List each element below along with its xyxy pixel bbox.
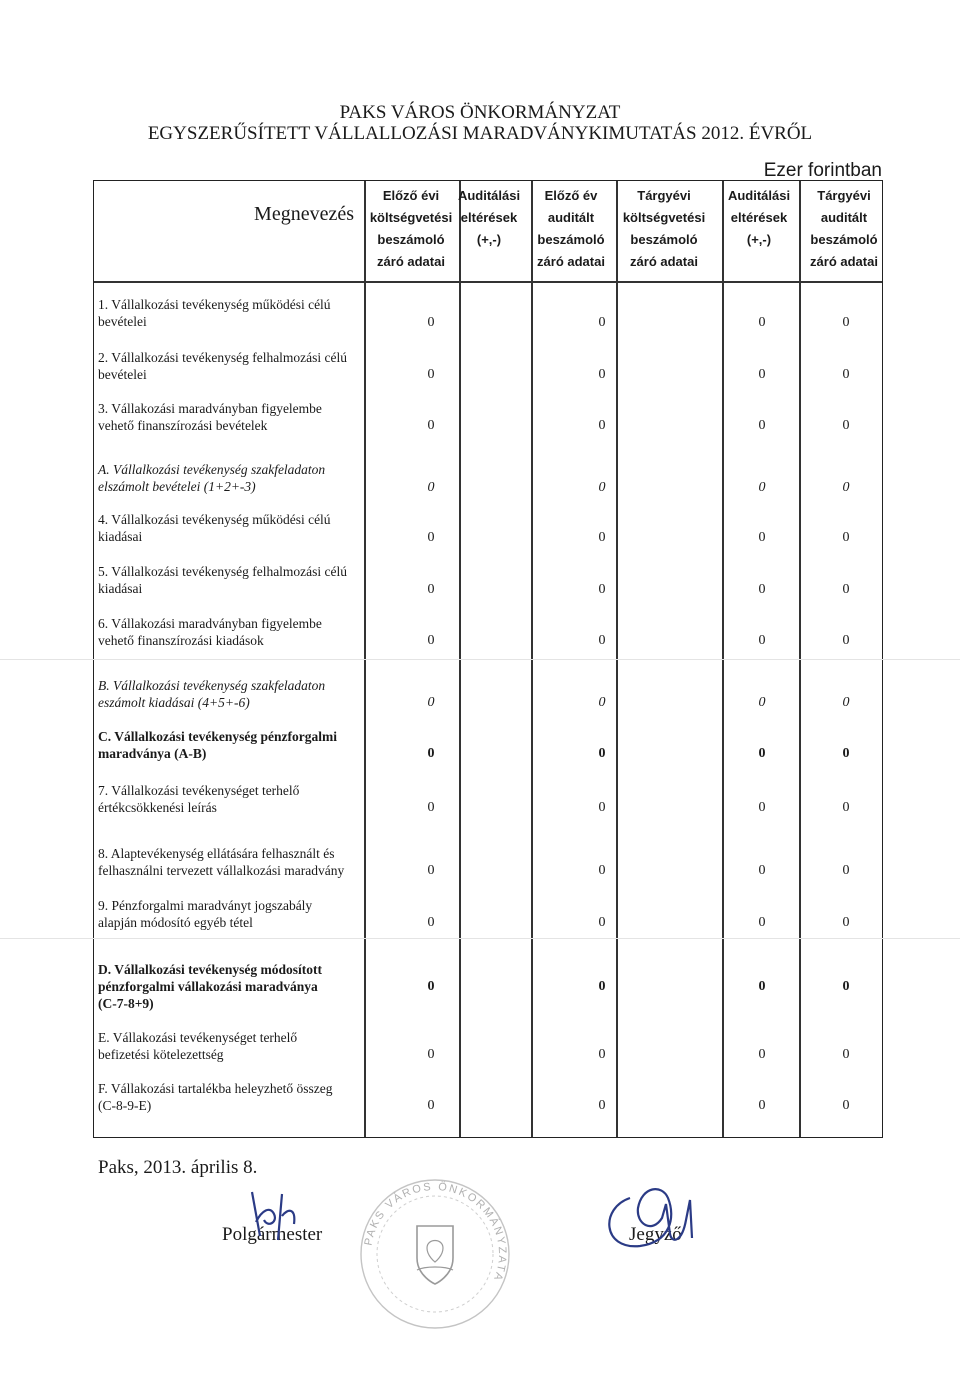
row-value: 0 (758, 1047, 766, 1062)
row-label-line: 9. Pénzforgalmi maradványt jogszabály (98, 898, 313, 913)
row-value: 0 (427, 800, 435, 815)
column-header-line: beszámoló (537, 232, 605, 247)
row-value: 0 (427, 695, 435, 710)
row-value: 0 (842, 746, 850, 761)
row-value: 0 (758, 695, 766, 710)
row-value: 0 (758, 418, 766, 433)
column-header-line: Tárgyévi (817, 188, 871, 203)
row-value: 0 (427, 746, 435, 761)
row-label-line: 6. Vállakozási maradványban figyelembe (98, 616, 322, 631)
notary-title: Jegyző (629, 1224, 682, 1245)
row-value: 0 (598, 582, 606, 597)
svg-text:PAKS VÁROS ÖNKORMÁNYZATA (363, 1181, 509, 1284)
row-label-line: alapján módosító egyéb tétel (98, 915, 253, 930)
column-header-line: beszámoló (630, 232, 698, 247)
row-value: 0 (598, 746, 606, 761)
column-header-line: záró adatai (537, 254, 605, 269)
row-label-line: 8. Alaptevékenység ellátására felhasznált és (98, 846, 335, 861)
row-value: 0 (758, 315, 766, 330)
row-value: 0 (842, 863, 850, 878)
row-label-line: (C-7-8+9) (98, 996, 154, 1011)
row-label-line: 7. Vállalkozási tevékenységet terhelő (98, 783, 300, 798)
row-value: 0 (842, 418, 850, 433)
row-label-line: 1. Vállalkozási tevékenység működési célú (98, 297, 331, 312)
row-label (98, 961, 366, 1012)
row-label-line: bevételei (98, 367, 147, 382)
row-label-line: elszámolt bevételei (1+2+-3) (98, 479, 256, 494)
document-title-line2: EGYSZERŰSÍTETT VÁLLALLOZÁSI MARADVÁNYKIMUTATÁS 2012. ÉVRŐL (147, 123, 813, 144)
row-label-line: (C-8-9-E) (98, 1098, 152, 1113)
column-header-line: Auditálási (457, 188, 521, 203)
column-header (711, 185, 807, 273)
row-value: 0 (758, 915, 766, 930)
header-divider (94, 281, 882, 283)
column-header-line: eltérések (460, 210, 518, 225)
row-value: 0 (842, 800, 850, 815)
row-value: 0 (427, 315, 435, 330)
row-label-line: kiadásai (98, 529, 143, 544)
row-value: 0 (842, 530, 850, 545)
row-value: 0 (427, 530, 435, 545)
row-label-line: vehető finanszírozási kiadások (98, 633, 264, 648)
row-value: 0 (758, 746, 766, 761)
row-value: 0 (598, 480, 606, 495)
row-value: 0 (758, 530, 766, 545)
row-label (98, 845, 366, 879)
seal-text: PAKS VÁROS ÖNKORMÁNYZATA (362, 1180, 509, 1284)
row-label-line: felhasználni tervezett vállalkozási maradvány (98, 863, 345, 878)
row-value: 0 (598, 367, 606, 382)
row-label (98, 897, 366, 931)
column-header-line: Auditálási (727, 188, 791, 203)
row-value: 0 (842, 695, 850, 710)
row-value: 0 (758, 863, 766, 878)
column-header-line: beszámoló (377, 232, 445, 247)
row-label-line: F. Vállakozási tartalékba heleyzhető összeg (98, 1081, 333, 1096)
row-value: 0 (598, 695, 606, 710)
row-value: 0 (842, 915, 850, 930)
column-header-line (711, 251, 807, 273)
row-label-line: befizetési kötelezettség (98, 1047, 224, 1062)
column-header-line: költségvetési (369, 210, 453, 225)
column-header-line: eltérések (730, 210, 788, 225)
document-title-line1: PAKS VÁROS ÖNKORMÁNYZAT (339, 102, 621, 123)
row-label-line: B. Vállalkozási tevékenység szakfeladaton (98, 678, 326, 693)
row-label-line: vehető finanszírozási bevételek (98, 418, 268, 433)
row-label-line: 4. Vállalkozási tevékenység működési célú (98, 512, 331, 527)
column-header (796, 185, 892, 273)
row-label (98, 728, 366, 762)
row-value: 0 (598, 633, 606, 648)
row-value: 0 (598, 418, 606, 433)
scan-line (0, 659, 960, 660)
column-header-line: záró adatai (377, 254, 445, 269)
row-value: 0 (598, 863, 606, 878)
column-header-line: költségvetési (622, 210, 706, 225)
column-header-line: Előző évi (382, 188, 440, 203)
row-value: 0 (598, 315, 606, 330)
row-value: 0 (427, 1098, 435, 1113)
row-value: 0 (598, 1047, 606, 1062)
row-value: 0 (758, 480, 766, 495)
row-label (98, 349, 366, 383)
row-value: 0 (842, 633, 850, 648)
row-label-line: eszámolt kiadásai (4+5+-6) (98, 695, 250, 710)
row-label (98, 1029, 366, 1063)
row-label-line: bevételei (98, 314, 147, 329)
row-value: 0 (758, 800, 766, 815)
row-label (98, 1080, 366, 1114)
row-label (98, 677, 366, 711)
row-value: 0 (427, 480, 435, 495)
column-header (616, 185, 712, 273)
column-header-line: (+,-) (476, 232, 502, 247)
row-label-line: 3. Vállakozási maradványban figyelembe (98, 401, 322, 416)
row-value: 0 (842, 480, 850, 495)
row-label (98, 563, 366, 597)
row-label (98, 400, 366, 434)
place-date: Paks, 2013. április 8. (98, 1157, 258, 1178)
column-header-line: Előző év (544, 188, 598, 203)
row-value: 0 (842, 1098, 850, 1113)
row-value: 0 (758, 367, 766, 382)
row-value: 0 (758, 979, 766, 994)
row-value: 0 (427, 367, 435, 382)
row-label-line: maradványa (A-B) (98, 746, 207, 761)
row-label-line: C. Vállalkozási tevékenység pénzforgalmi (98, 729, 337, 744)
row-value: 0 (427, 418, 435, 433)
scan-line (0, 938, 960, 939)
row-label (98, 296, 366, 330)
row-label-line: értékcsökkenési leírás (98, 800, 217, 815)
row-value: 0 (427, 863, 435, 878)
row-label (98, 782, 366, 816)
row-label-line: 2. Vállalkozási tevékenység felhalmozási célú (98, 350, 348, 365)
column-header-line: (+,-) (746, 232, 772, 247)
row-value: 0 (598, 800, 606, 815)
notary-signature (590, 1178, 720, 1258)
column-header-line: auditált (820, 210, 868, 225)
column-header-line: Tárgyévi (637, 188, 691, 203)
row-value: 0 (842, 367, 850, 382)
column-header-line: beszámoló (810, 232, 878, 247)
name-column-header: Megnevezés (254, 203, 354, 225)
row-value: 0 (842, 582, 850, 597)
row-label-line: pénzforgalmi vállakozási maradványa (98, 979, 318, 994)
row-value: 0 (842, 1047, 850, 1062)
row-label (98, 461, 366, 495)
row-value: 0 (598, 1098, 606, 1113)
row-label-line: D. Vállalkozási tevékenység módosított (98, 962, 322, 977)
mayor-title: Polgármester (222, 1224, 323, 1245)
row-value: 0 (427, 1047, 435, 1062)
mayor-signature (240, 1180, 310, 1250)
row-value: 0 (758, 582, 766, 597)
column-header-line: záró adatai (810, 254, 878, 269)
row-value: 0 (427, 979, 435, 994)
row-label-line: kiadásai (98, 581, 143, 596)
row-value: 0 (842, 979, 850, 994)
row-value: 0 (427, 582, 435, 597)
column-header-line: auditált (547, 210, 595, 225)
column-header-line: záró adatai (630, 254, 698, 269)
column-header (523, 185, 619, 273)
row-label-line: E. Vállakozási tevékenységet terhelő (98, 1030, 298, 1045)
row-value: 0 (427, 633, 435, 648)
row-label-line: A. Vállalkozási tevékenység szakfeladaton (98, 462, 326, 477)
row-label (98, 511, 366, 545)
row-value: 0 (427, 915, 435, 930)
row-label (98, 615, 366, 649)
row-value: 0 (758, 633, 766, 648)
row-value: 0 (758, 1098, 766, 1113)
row-value: 0 (598, 915, 606, 930)
row-label-line: 5. Vállalkozási tevékenység felhalmozási célú (98, 564, 348, 579)
official-seal (355, 1174, 515, 1334)
row-value: 0 (598, 979, 606, 994)
row-value: 0 (598, 530, 606, 545)
unit-label: Ezer forintban (763, 160, 882, 181)
row-value: 0 (842, 315, 850, 330)
